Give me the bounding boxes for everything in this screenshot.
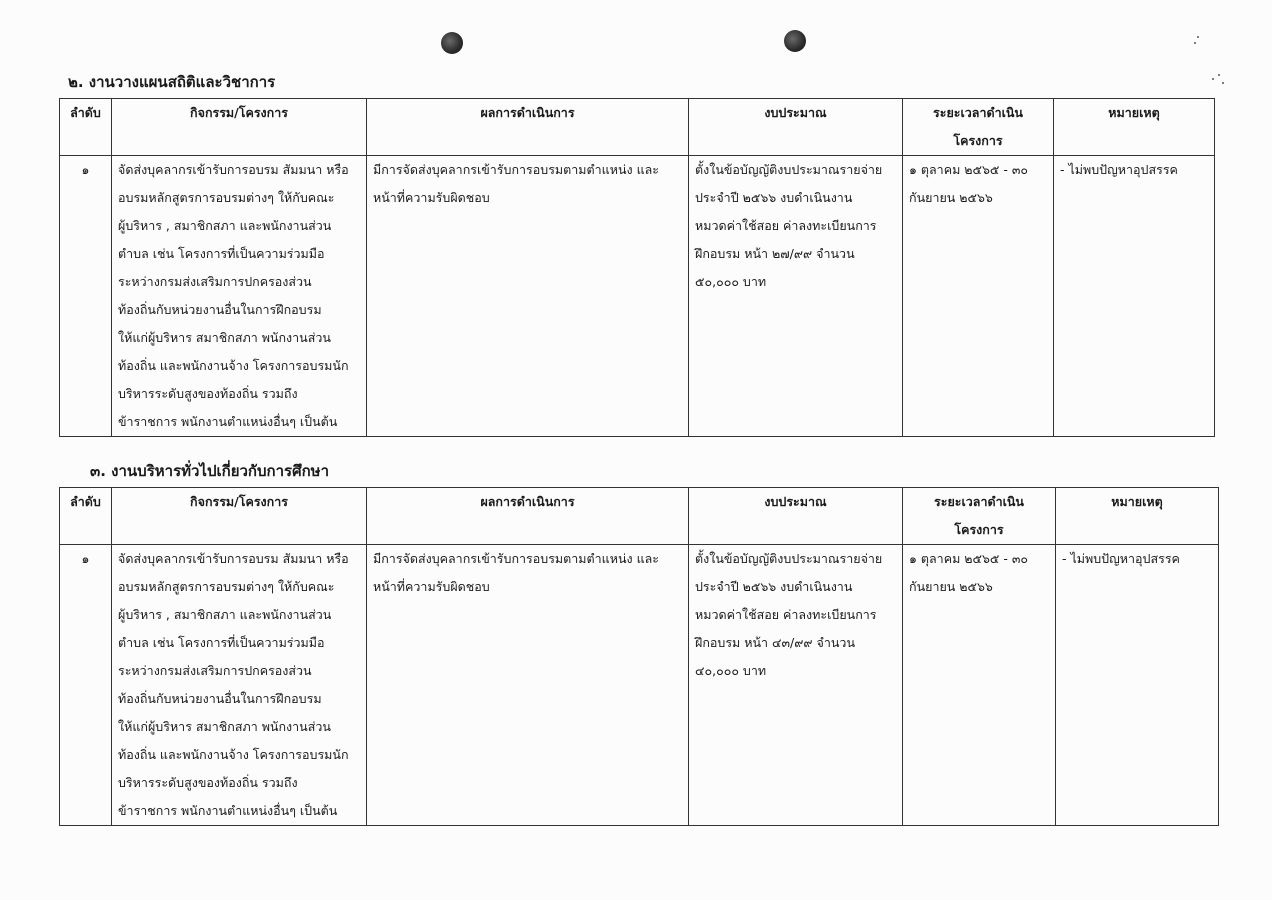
scan-speck — [1197, 36, 1199, 38]
budget-line: ตั้งในข้อบัญญัติงบประมาณรายจ่าย — [695, 551, 883, 566]
header-budget: งบประมาณ — [689, 488, 903, 545]
result-line: หน้าที่ความรับผิดชอบ — [373, 579, 490, 594]
section-title: ๒. งานวางแผนสถิติและวิชาการ — [68, 73, 276, 91]
header-remark: หมายเหตุ — [1054, 99, 1215, 156]
period-line: ๑ ตุลาคม ๒๕๖๕ - ๓๐ — [909, 162, 1029, 177]
cell-period — [903, 545, 1056, 826]
report-table — [59, 487, 1219, 826]
activity-line: ตำบล เช่น โครงการที่เป็นความร่วมมือ — [118, 246, 325, 261]
activity-line: ตำบล เช่น โครงการที่เป็นความร่วมมือ — [118, 635, 325, 650]
period-line: ๑ ตุลาคม ๒๕๖๕ - ๓๐ — [909, 551, 1029, 566]
cell-result — [367, 545, 689, 826]
result-line: มีการจัดส่งบุคลากรเข้ารับการอบรมตามตำแหน่ง และ — [373, 551, 660, 566]
period-line: กันยายน ๒๕๖๖ — [909, 190, 993, 205]
cell-period — [903, 156, 1054, 437]
report-table — [59, 98, 1215, 437]
cell-result — [367, 156, 689, 437]
period-line: กันยายน ๒๕๖๖ — [909, 579, 993, 594]
punch-hole-left — [441, 32, 463, 54]
activity-line: ข้าราชการ พนักงานตำแหน่งอื่นๆ เป็นต้น — [118, 414, 338, 429]
cell-remark — [1054, 156, 1215, 437]
header-budget: งบประมาณ — [689, 99, 903, 156]
result-line: หน้าที่ความรับผิดชอบ — [373, 190, 490, 205]
activity-line: ระหว่างกรมส่งเสริมการปกครองส่วน — [118, 274, 312, 289]
budget-line: หมวดค่าใช้สอย ค่าลงทะเบียนการ — [695, 607, 877, 622]
activity-line: ท้องถิ่น และพนักงานจ้าง โครงการอบรมนัก — [118, 747, 349, 762]
remark-line: - ไม่พบปัญหาอุปสรรค — [1062, 551, 1180, 566]
activity-line: ท้องถิ่น และพนักงานจ้าง โครงการอบรมนัก — [118, 358, 349, 373]
cell-no: ๑ — [60, 156, 112, 437]
activity-line: ผู้บริหาร , สมาชิกสภา และพนักงานส่วน — [118, 218, 332, 233]
header-no: ลำดับ — [60, 488, 112, 545]
activity-line: ให้แก่ผู้บริหาร สมาชิกสภา พนักงานส่วน — [118, 330, 331, 345]
activity-line: ท้องถิ่นกับหน่วยงานอื่นในการฝึกอบรม — [118, 691, 322, 706]
header-activity: กิจกรรม/โครงการ — [112, 99, 367, 156]
cell-budget — [689, 156, 903, 437]
scan-speck — [1222, 82, 1224, 84]
header-period-line: โครงการ — [954, 522, 1004, 537]
scan-speck — [1218, 74, 1220, 76]
header-period-line: ระยะเวลาดำเนิน — [934, 494, 1024, 509]
cell-activity — [112, 156, 367, 437]
table-header-row — [60, 99, 1215, 156]
activity-line: ระหว่างกรมส่งเสริมการปกครองส่วน — [118, 663, 312, 678]
header-period-line: ระยะเวลาดำเนิน — [933, 105, 1023, 120]
table-row — [60, 156, 1215, 437]
activity-line: ท้องถิ่นกับหน่วยงานอื่นในการฝึกอบรม — [118, 302, 322, 317]
activity-line: ข้าราชการ พนักงานตำแหน่งอื่นๆ เป็นต้น — [118, 803, 338, 818]
activity-line: จัดส่งบุคลากรเข้ารับการอบรม สัมมนา หรือ — [118, 162, 349, 177]
table-header-row — [60, 488, 1219, 545]
header-period — [903, 488, 1056, 545]
budget-line: ฝึกอบรม หน้า ๒๗/๙๙ จำนวน — [695, 246, 855, 261]
scan-speck — [1212, 78, 1214, 80]
section-title: ๓. งานบริหารทั่วไปเกี่ยวกับการศึกษา — [90, 462, 329, 480]
budget-line: ประจำปี ๒๕๖๖ งบดำเนินงาน — [695, 190, 853, 205]
table-row — [60, 545, 1219, 826]
header-result: ผลการดำเนินการ — [367, 488, 689, 545]
scan-speck — [1194, 42, 1196, 44]
header-activity: กิจกรรม/โครงการ — [112, 488, 367, 545]
punch-hole-right — [784, 30, 806, 52]
budget-line: ๕๐,๐๐๐ บาท — [695, 274, 767, 289]
cell-no: ๑ — [60, 545, 112, 826]
budget-line: หมวดค่าใช้สอย ค่าลงทะเบียนการ — [695, 218, 877, 233]
activity-line: อบรมหลักสูตรการอบรมต่างๆ ให้กับคณะ — [118, 579, 335, 594]
header-no: ลำดับ — [60, 99, 112, 156]
header-period-line: โครงการ — [953, 133, 1003, 148]
header-remark: หมายเหตุ — [1056, 488, 1219, 545]
activity-line: ให้แก่ผู้บริหาร สมาชิกสภา พนักงานส่วน — [118, 719, 331, 734]
header-period — [903, 99, 1054, 156]
activity-line: อบรมหลักสูตรการอบรมต่างๆ ให้กับคณะ — [118, 190, 335, 205]
activity-line: บริหารระดับสูงของท้องถิ่น รวมถึง — [118, 386, 298, 401]
budget-line: ประจำปี ๒๕๖๖ งบดำเนินงาน — [695, 579, 853, 594]
header-result: ผลการดำเนินการ — [367, 99, 689, 156]
budget-line: ๔๐,๐๐๐ บาท — [695, 663, 767, 678]
activity-line: ผู้บริหาร , สมาชิกสภา และพนักงานส่วน — [118, 607, 332, 622]
activity-line: บริหารระดับสูงของท้องถิ่น รวมถึง — [118, 775, 298, 790]
cell-activity — [112, 545, 367, 826]
remark-line: - ไม่พบปัญหาอุปสรรค — [1060, 162, 1178, 177]
activity-line: จัดส่งบุคลากรเข้ารับการอบรม สัมมนา หรือ — [118, 551, 349, 566]
cell-budget — [689, 545, 903, 826]
budget-line: ฝึกอบรม หน้า ๔๓/๙๙ จำนวน — [695, 635, 855, 650]
result-line: มีการจัดส่งบุคลากรเข้ารับการอบรมตามตำแหน่ง และ — [373, 162, 660, 177]
budget-line: ตั้งในข้อบัญญัติงบประมาณรายจ่าย — [695, 162, 883, 177]
cell-remark — [1056, 545, 1219, 826]
